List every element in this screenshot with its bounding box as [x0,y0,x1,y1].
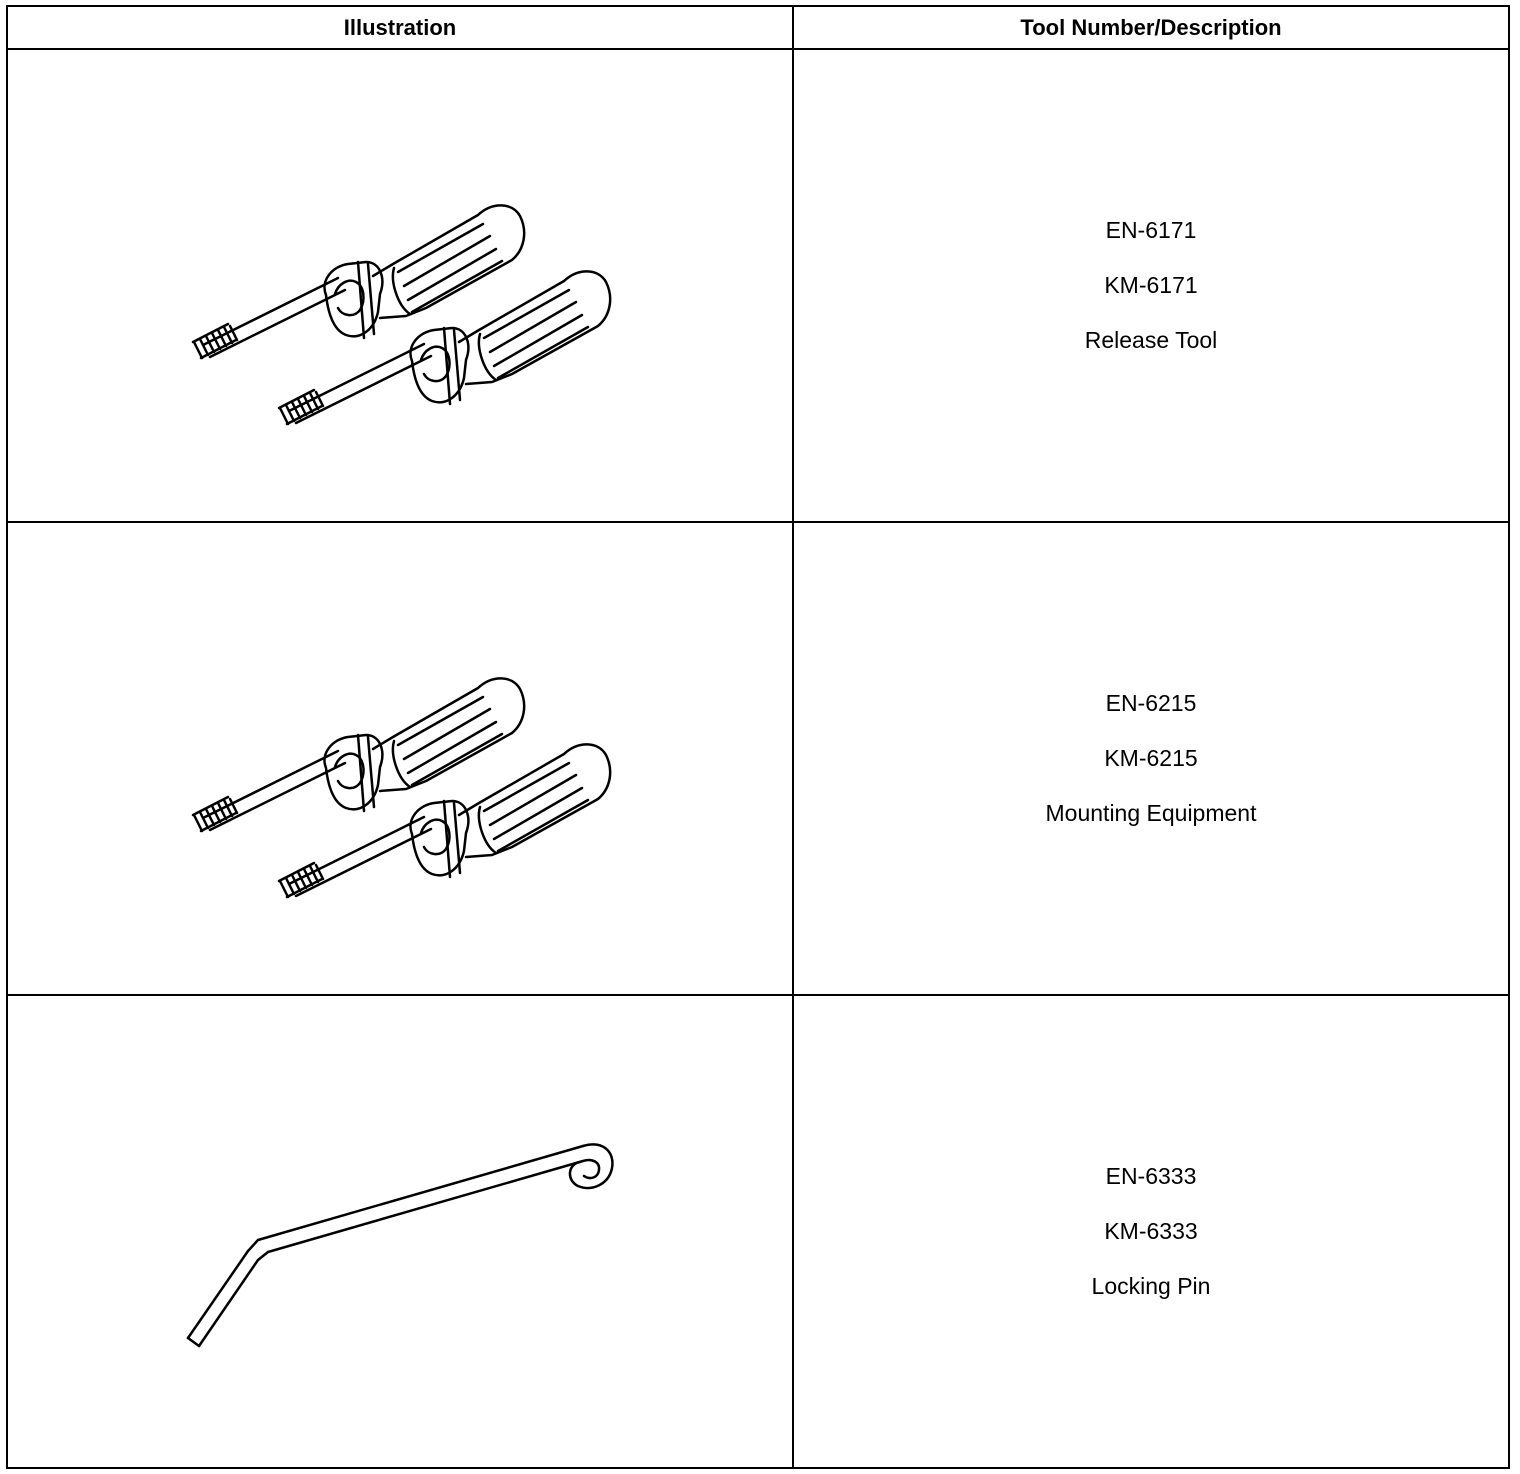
table-row [7,522,1509,995]
table-row [7,49,1509,522]
tool-description-cell [793,522,1509,995]
header-illustration: Illustration [7,6,793,49]
tool-number-en: EN-6171 [1105,217,1197,243]
table-row [7,995,1509,1468]
special-tools-table [6,5,1510,1469]
tool-number-km: KM-6215 [1104,745,1198,771]
tool-number-en: EN-6333 [1105,1163,1197,1189]
tool-description-cell [793,995,1509,1468]
illustration-cell [7,49,793,522]
mounting-equipment-screwdrivers-icon [8,523,792,994]
tool-description-cell [793,49,1509,522]
header-row [7,6,1509,49]
tool-description: Release Tool [1084,327,1218,353]
illustration-cell [7,995,793,1468]
header-tool-description: Tool Number/Description [793,6,1509,49]
tool-number-km: KM-6333 [1104,1218,1198,1244]
tool-number-km: KM-6171 [1104,272,1198,298]
illustration-cell [7,522,793,995]
tool-number-en: EN-6215 [1105,690,1197,716]
locking-pin-icon [8,996,792,1467]
release-tool-screwdrivers-icon [8,50,792,521]
tool-description: Mounting Equipment [1045,800,1257,826]
tool-description: Locking Pin [1091,1273,1211,1299]
